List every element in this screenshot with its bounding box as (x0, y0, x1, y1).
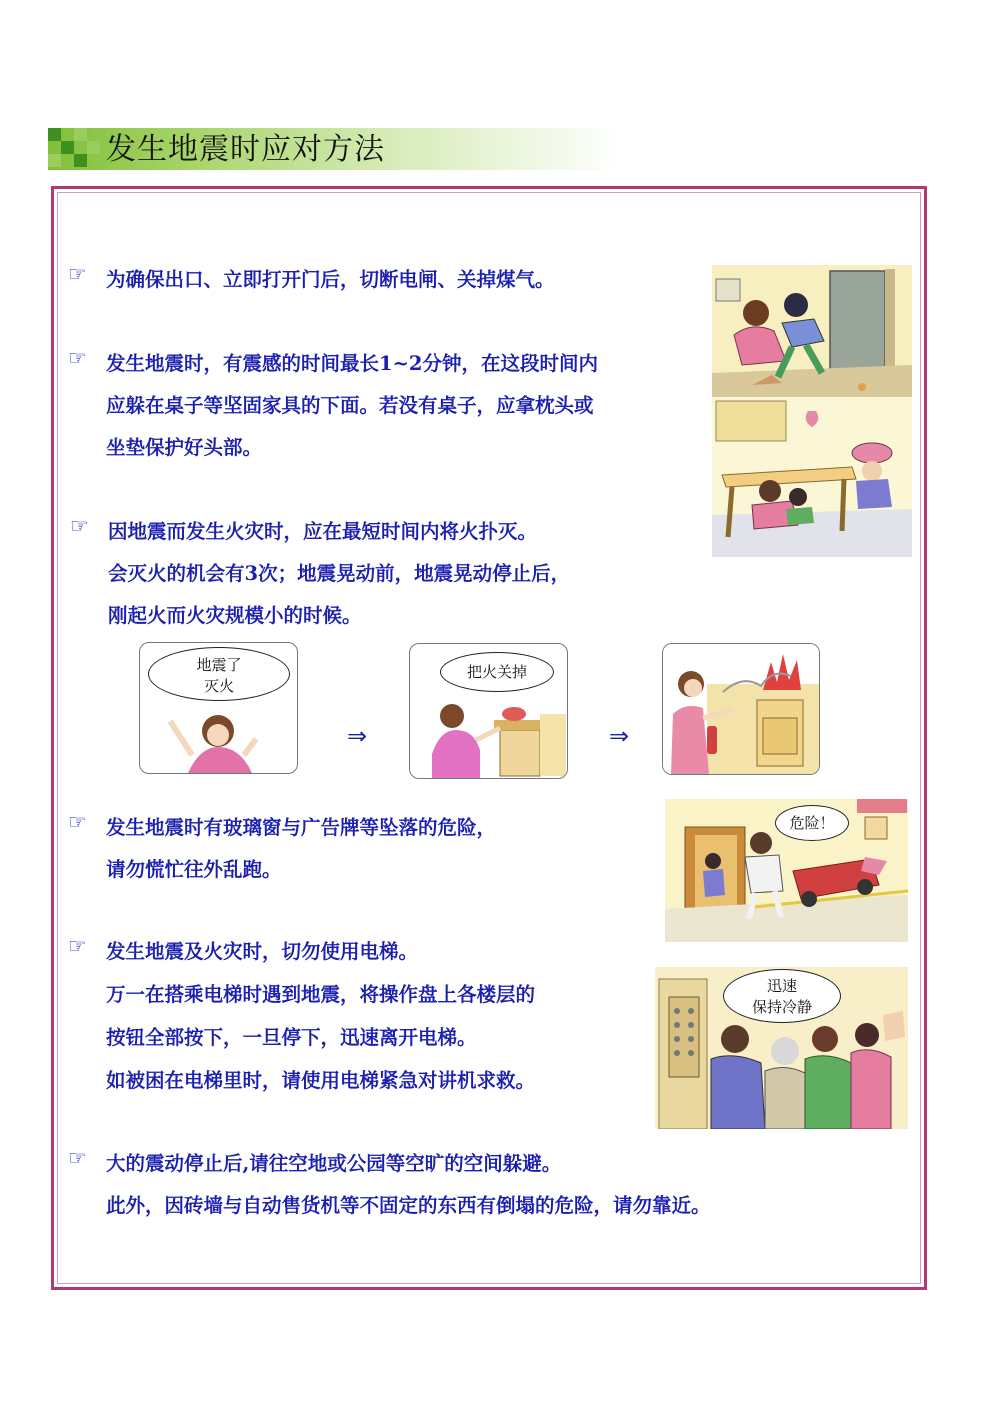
step-arrow: ⇒ (609, 722, 630, 750)
section-line: 为确保出口、立即打开门后，切断电闸、关掉煤气。 (106, 268, 555, 291)
street-danger-illustration (665, 799, 908, 942)
pointing-hand-icon: ☞ (68, 810, 87, 834)
pointing-hand-icon: ☞ (68, 934, 87, 958)
pointing-hand-icon: ☞ (68, 346, 87, 370)
fire-step-panel-1 (139, 642, 298, 774)
door-illustration (712, 265, 912, 397)
section-line: 大的震动停止后,请往空地或公园等空旷的空间躲避。 (106, 1152, 562, 1175)
section-line: 如被困在电梯里时，请使用电梯紧急对讲机求救。 (106, 1069, 536, 1092)
section-line: 请勿慌忙往外乱跑。 (106, 858, 282, 881)
fire-step-panel-3 (662, 643, 820, 775)
speech-bubble: 把火关掉 (440, 652, 554, 692)
section-line: 发生地震及火灾时，切勿使用电梯。 (106, 940, 419, 963)
page-title: 发生地震时应对方法 (106, 132, 385, 167)
elevator-illustration (655, 967, 908, 1129)
section-line: 坐垫保护好头部。 (106, 436, 263, 459)
section-fire (70, 514, 710, 634)
section-line: 应躲在桌子等坚固家具的下面。若没有桌子，应拿枕头或 (106, 394, 594, 417)
section-line: 按钮全部按下，一旦停下，迅速离开电梯。 (106, 1026, 477, 1049)
section-evacuate (68, 1146, 888, 1226)
section-line: 此外，因砖墙与自动售货机等不固定的东西有倒塌的危险，请勿靠近。 (106, 1194, 711, 1217)
section-glass (68, 810, 628, 890)
section-elevator (68, 934, 648, 1104)
speech-bubble: 危险！ (775, 805, 849, 841)
table-shelter-illustration (712, 397, 912, 557)
pointing-hand-icon: ☞ (68, 262, 87, 286)
speech-bubble: 迅速 保持冷静 (723, 969, 841, 1023)
section-line: 会灭火的机会有3次；地震晃动前，地震晃动停止后， (108, 562, 571, 585)
section-shelter (68, 346, 708, 466)
section-line: 发生地震时，有震感的时间最长1~2分钟，在这段时间内 (106, 352, 598, 375)
section-line: 万一在搭乘电梯时遇到地震，将操作盘上各楼层的 (106, 983, 536, 1006)
section-exit (68, 262, 688, 302)
section-line: 因地震而发生火灾时，应在最短时间内将火扑灭。 (108, 520, 538, 543)
step-arrow: ⇒ (347, 722, 368, 750)
section-line: 发生地震时有玻璃窗与广告牌等坠落的危险， (106, 816, 497, 839)
fire-step-panel-2 (409, 643, 568, 779)
pointing-hand-icon: ☞ (68, 1146, 87, 1170)
speech-bubble: 地震了 灭火 (148, 647, 290, 701)
pointing-hand-icon: ☞ (70, 514, 89, 538)
section-line: 刚起火而火灾规模小的时候。 (108, 604, 362, 627)
